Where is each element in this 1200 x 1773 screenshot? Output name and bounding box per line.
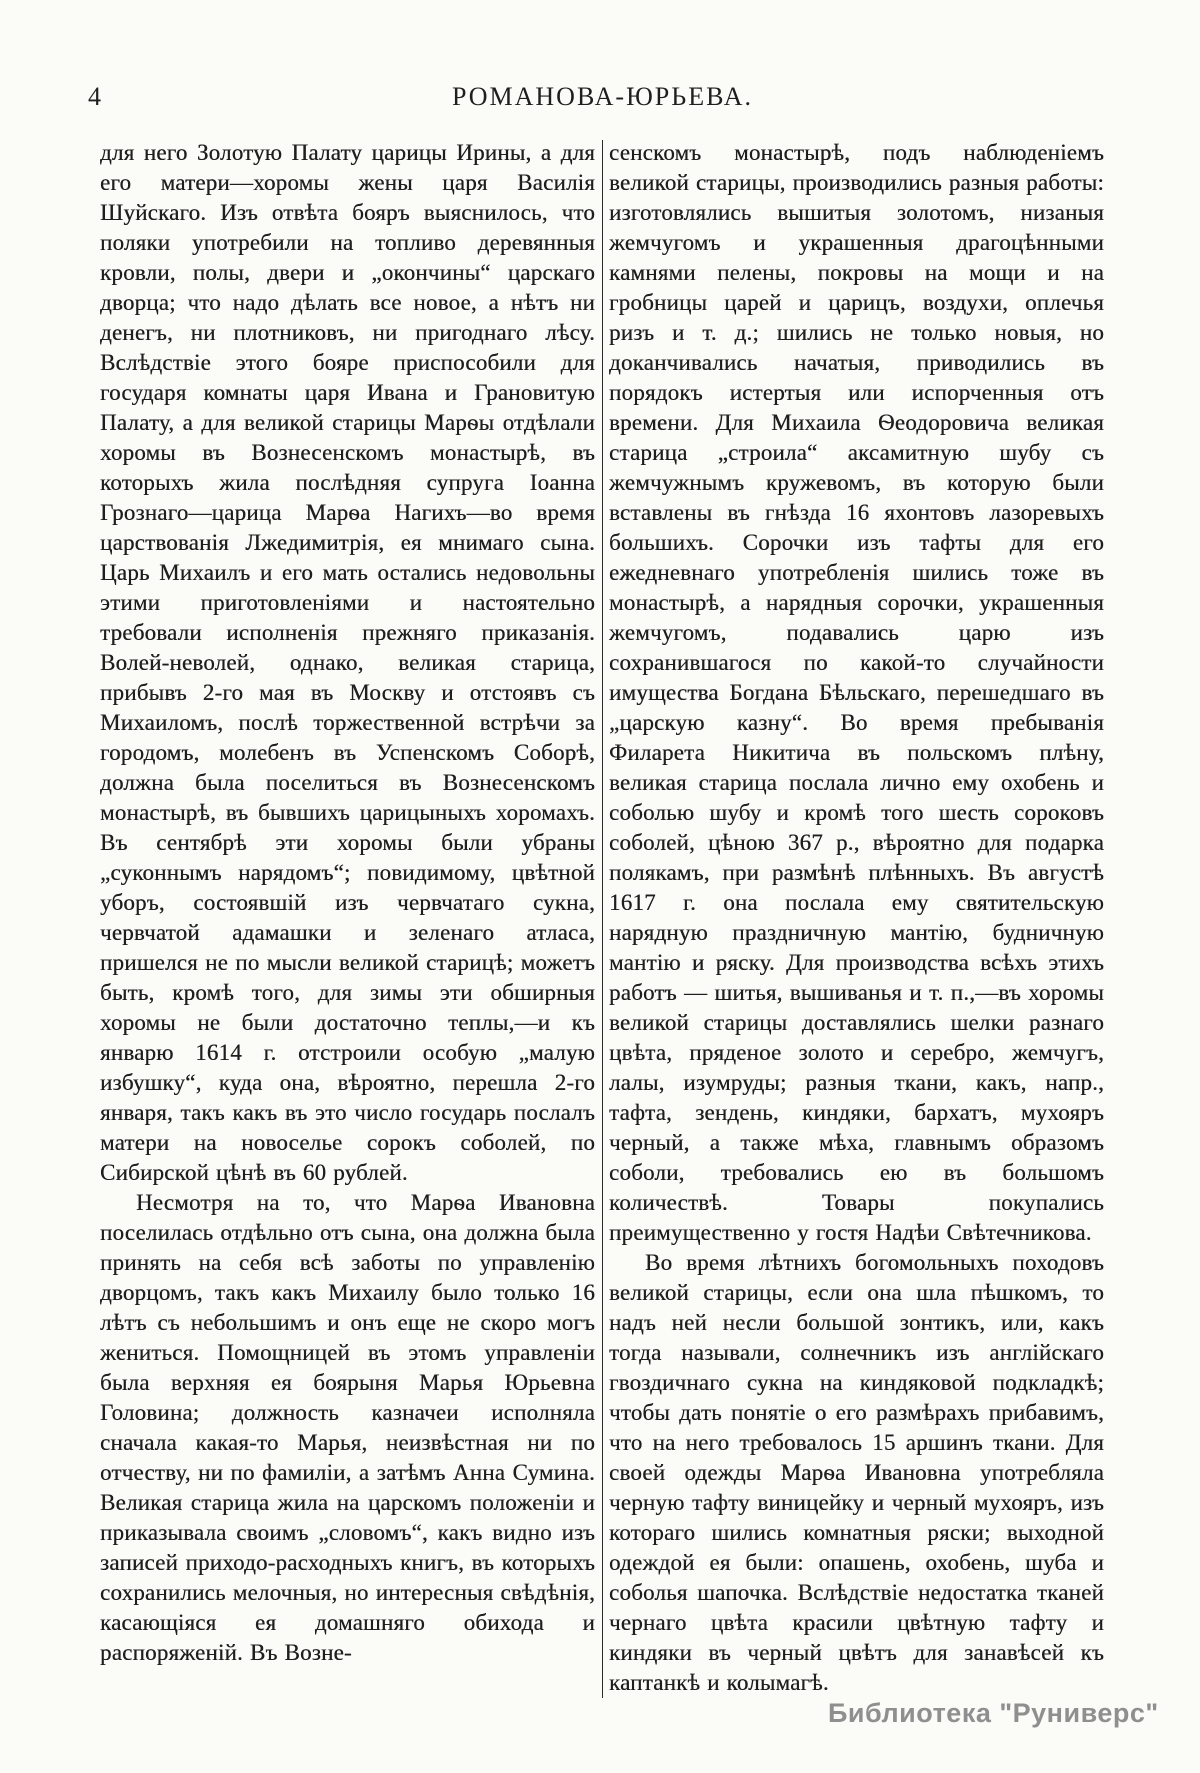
paragraph: Во время лѣтнихъ богомольныхъ походовъ великой старицы, если она шла пѣшкомъ, то надъ ней несли большой зонтикъ, или, какъ тогда называли, солнечникъ изъ англійскаго гвоздичнаго сукна на киндяковой подкладкѣ; чтобы дать понятіе о его размѣрахъ прибавимъ, что на него требовалось 15 аршинъ ткани. Для своей одежды Марѳа Ивановна употребляла черную тафту виницейку и черный мухояръ, изъ котораго шились комнатныя ряски; выходной одеждой ея были: опашень, охобень, шуба и соболья шапочка. Вслѣдствіе недостатка тканей чернаго цвѣта красили цвѣтную тафту и киндяки въ черный цвѣтъ для занавѣсей къ каптанкѣ и колымагѣ. — [609, 1250, 1104, 1695]
paragraph: Несмотря на то, что Марѳа Ивановна поселилась отдѣльно отъ сына, она должна была принять на себя всѣ заботы по управленію дворцомъ, такъ какъ Михаилу было только 16 лѣтъ съ небольшимъ и онъ еще не скоро могъ жениться. Помощницей въ этомъ управленіи была верхняя ея боярыня Марья Юрьевна Головина; должность казначеи исполняла сначала какая-то Марья, неизвѣстная ни по отчеству, ни по фамиліи, а затѣмъ Анна Сумина. Великая старица жила на царскомъ положеніи и приказывала своимъ „словомъ“, какъ видно изъ записей приходо-расходныхъ книгъ, въ которыхъ сохранились мелочныя, но интересныя свѣдѣнія, касающіяся ея домашняго обихода и распоряженій. Въ Возне- — [100, 1190, 595, 1665]
watermark: Библиотека "Руниверс" — [828, 1698, 1159, 1728]
left-column — [100, 138, 595, 1698]
text-columns — [100, 138, 1105, 1698]
right-column — [609, 138, 1104, 1698]
paragraph: для него Золотую Палату царицы Ирины, а для его матери—хоромы жены царя Василія Шуйскаго. Изъ отвѣта бояръ выяснилось, что поляки употребили на топливо деревянныя кровли, полы, двери и „окончины“ царскаго дворца; что надо дѣлать все новое, а нѣтъ ни денегъ, ни плотниковъ, ни пригоднаго лѣсу. Вслѣдствіе этого бояре приспособили для государя комнаты царя Ивана и Грановитую Палату, а для великой старицы Марѳы отдѣлали хоромы въ Вознесенскомъ монастырѣ, въ которыхъ жила послѣдняя супруга Іоанна Грознаго—царица Марѳа Нагихъ—во время царствованія Лжедимитрія, ея мнимаго сына. Царь Михаилъ и его мать остались недовольны этими приготовленіями и настоятельно требовали исполненія прежняго приказанія. Волей-неволей, однако, великая старица, прибывъ 2-го мая въ Москву и отстоявъ съ Михаиломъ, послѣ торжественной встрѣчи за городомъ, молебенъ въ Успенскомъ Соборѣ, должна была поселиться въ Вознесенскомъ монастырѣ, въ бывшихъ царицыныхъ хоромахъ. Въ сентябрѣ эти хоромы были убраны „суконнымъ нарядомъ“; повидимому, цвѣтной уборъ, состоявшій изъ червчатаго сукна, червчатой адамашки и зеленаго атласа, пришелся не по мысли великой старицѣ; можетъ быть, кромѣ того, для зимы эти обширныя хоромы не были достаточно теплы,—и къ январю 1614 г. отстроили особую „малую избушку“, куда она, вѣроятно, перешла 2-го января, такъ какъ въ это число государь послалъ матери на новоселье сорокъ соболей, по Сибирской цѣнѣ въ 60 рублей. — [100, 140, 595, 1185]
page-number: 4 — [88, 82, 101, 111]
paragraph: сенскомъ монастырѣ, подъ наблюденіемъ великой старицы, производились разныя работы: изготовлялись вышитыя золотомъ, низаныя жемчугомъ и украшенныя драгоцѣнными камнями пелены, покровы на мощи и на гробницы царей и царицъ, воздухи, оплечья ризъ и т. д.; шились не только новыя, но доканчивались начатыя, приводились въ порядокъ истертыя или испорченныя отъ времени. Для Михаила Ѳеодоровича великая старица „строила“ аксамитную шубу съ жемчужнымъ кружевомъ, въ которую были вставлены въ гнѣзда 16 яхонтовъ лазоревыхъ большихъ. Сорочки изъ тафты для его ежедневнаго употребленія шились тоже въ монастырѣ, а нарядныя сорочки, украшенныя жемчугомъ, подавались царю изъ сохранившагося по какой-то случайности имущества Богдана Бѣльскаго, перешедшаго въ „царскую казну“. Во время пребыванія Филарета Никитича въ польскомъ плѣну, великая старица послала лично ему охобень и соболью шубу и кромѣ того шесть сороковъ соболей, цѣною 367 р., вѣроятно для подарка полякамъ, при размѣнѣ плѣнныхъ. Въ августѣ 1617 г. она послала ему святительскую нарядную праздничную мантію, будничную мантію и ряску. Для производства всѣхъ этихъ работъ — шитья, вышиванья и т. п.,—въ хоромы великой старицы доставлялись шелки разнаго цвѣта, пряденое золото и серебро, жемчугъ, лалы, изумруды; разныя ткани, какъ, напр., тафта, зендень, киндяки, бархатъ, мухояръ черный, а также мѣха, главнымъ образомъ соболи, требовались ею въ большомъ количествѣ. Товары покупались преимущественно у гостя Надѣи Свѣтечникова. — [609, 140, 1104, 1245]
running-head — [88, 82, 1105, 116]
column-divider — [602, 140, 603, 1698]
running-title: РОМАНОВА-ЮРЬЕВА. — [451, 82, 754, 111]
